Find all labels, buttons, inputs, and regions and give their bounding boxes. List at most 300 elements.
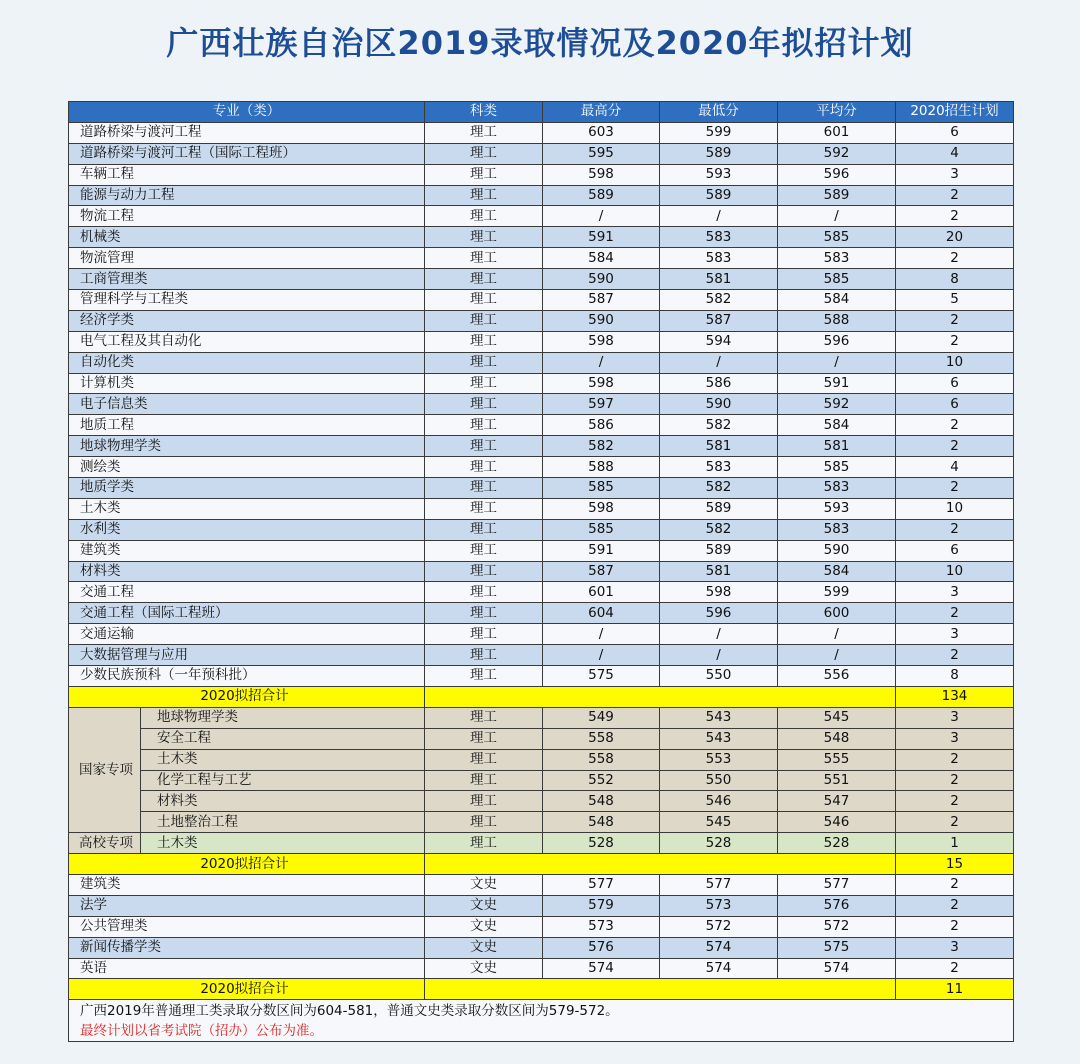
cell-major: 道路桥梁与渡河工程（国际工程班） (69, 143, 425, 164)
cell-avg-score: 528 (778, 833, 896, 854)
cell-category: 理工 (425, 436, 543, 457)
cell-avg-score: 555 (778, 749, 896, 770)
cell-major: 交通工程 (69, 582, 425, 603)
table-row (69, 728, 1014, 749)
table-row (69, 895, 1014, 916)
cell-category: 理工 (425, 770, 543, 791)
cell-max-score: 604 (543, 603, 660, 624)
cell-avg-score: 601 (778, 122, 896, 143)
cell-category: 文史 (425, 916, 543, 937)
cell-category: 理工 (425, 373, 543, 394)
cell-max-score: / (543, 624, 660, 645)
cell-min-score: 590 (660, 394, 778, 415)
table-row (69, 707, 1014, 728)
sum-spacer (425, 686, 896, 707)
cell-avg-score: 583 (778, 519, 896, 540)
cell-max-score: 591 (543, 227, 660, 248)
sum-value: 11 (896, 979, 1014, 1000)
cell-major: 自动化类 (69, 352, 425, 373)
cell-plan: 2 (896, 812, 1014, 833)
cell-category: 理工 (425, 227, 543, 248)
cell-category: 理工 (425, 394, 543, 415)
cell-category: 理工 (425, 122, 543, 143)
cell-plan: 2 (896, 770, 1014, 791)
cell-min-score: 577 (660, 874, 778, 895)
cell-max-score: 574 (543, 958, 660, 979)
note-score-range: 广西2019年普通理工类录取分数区间为604-581，普通文史类录取分数区间为579-572。 (80, 1002, 619, 1019)
cell-max-score: 582 (543, 436, 660, 457)
cell-min-score: 550 (660, 666, 778, 687)
page-title: 广西壮族自治区2019录取情况及2020年拟招计划 (166, 24, 914, 62)
cell-min-score: 596 (660, 603, 778, 624)
sum-label: 2020拟招合计 (69, 854, 425, 875)
table-row (69, 666, 1014, 687)
cell-category: 文史 (425, 874, 543, 895)
cell-category: 理工 (425, 519, 543, 540)
cell-plan: 2 (896, 603, 1014, 624)
cell-max-score: 587 (543, 290, 660, 311)
table-row (69, 457, 1014, 478)
cell-avg-score: 584 (778, 561, 896, 582)
cell-category: 理工 (425, 143, 543, 164)
cell-min-score: 543 (660, 728, 778, 749)
cell-plan: 3 (896, 582, 1014, 603)
sum-value: 15 (896, 854, 1014, 875)
cell-category: 理工 (425, 415, 543, 436)
table-row (69, 791, 1014, 812)
cell-avg-score: 585 (778, 227, 896, 248)
cell-max-score: 598 (543, 373, 660, 394)
table-row (69, 394, 1014, 415)
note-row (69, 1000, 1014, 1042)
cell-major: 化学工程与工艺 (141, 770, 425, 791)
cell-max-score: 590 (543, 310, 660, 331)
cell-avg-score: 591 (778, 373, 896, 394)
cell-min-score: 574 (660, 937, 778, 958)
cell-plan: 4 (896, 143, 1014, 164)
sum-spacer (425, 854, 896, 875)
cell-category: 理工 (425, 206, 543, 227)
cell-max-score: 585 (543, 519, 660, 540)
cell-avg-score: 596 (778, 164, 896, 185)
cell-min-score: / (660, 624, 778, 645)
table-row (69, 290, 1014, 311)
cell-min-score: 574 (660, 958, 778, 979)
table-row (69, 269, 1014, 290)
table-row (69, 227, 1014, 248)
cell-plan: 10 (896, 352, 1014, 373)
cell-max-score: 575 (543, 666, 660, 687)
table-row (69, 561, 1014, 582)
cell-min-score: 581 (660, 436, 778, 457)
cell-plan: 2 (896, 895, 1014, 916)
cell-max-score: 579 (543, 895, 660, 916)
table-row (69, 624, 1014, 645)
cell-avg-score: 585 (778, 457, 896, 478)
cell-min-score: 589 (660, 143, 778, 164)
sum-value: 134 (896, 686, 1014, 707)
cell-category: 理工 (425, 498, 543, 519)
cell-max-score: 598 (543, 498, 660, 519)
header-min-score: 最低分 (660, 102, 778, 123)
cell-plan: 2 (896, 645, 1014, 666)
cell-min-score: / (660, 352, 778, 373)
table-row (69, 603, 1014, 624)
cell-major: 土地整治工程 (141, 812, 425, 833)
cell-avg-score: / (778, 352, 896, 373)
cell-plan: 2 (896, 248, 1014, 269)
cell-max-score: 528 (543, 833, 660, 854)
cell-avg-score: 599 (778, 582, 896, 603)
cell-min-score: 586 (660, 373, 778, 394)
cell-major: 建筑类 (69, 540, 425, 561)
group-label-national: 国家专项 (69, 707, 141, 832)
cell-plan: 2 (896, 310, 1014, 331)
cell-plan: 2 (896, 749, 1014, 770)
cell-avg-score: 584 (778, 290, 896, 311)
table-row (69, 958, 1014, 979)
cell-major: 地质工程 (69, 415, 425, 436)
cell-max-score: 587 (543, 561, 660, 582)
cell-plan: 6 (896, 394, 1014, 415)
cell-major: 电子信息类 (69, 394, 425, 415)
cell-major: 交通工程（国际工程班） (69, 603, 425, 624)
cell-plan: 8 (896, 269, 1014, 290)
cell-max-score: / (543, 645, 660, 666)
cell-avg-score: 593 (778, 498, 896, 519)
sum-spacer (425, 979, 896, 1000)
cell-min-score: 599 (660, 122, 778, 143)
cell-max-score: 589 (543, 185, 660, 206)
cell-min-score: 587 (660, 310, 778, 331)
cell-plan: 2 (896, 436, 1014, 457)
note-disclaimer: 最终计划以省考试院（招办）公布为准。 (80, 1022, 323, 1039)
cell-min-score: 582 (660, 478, 778, 499)
cell-category: 理工 (425, 185, 543, 206)
cell-plan: 3 (896, 707, 1014, 728)
cell-plan: 2 (896, 791, 1014, 812)
cell-min-score: / (660, 206, 778, 227)
cell-category: 理工 (425, 478, 543, 499)
cell-plan: 3 (896, 164, 1014, 185)
table-row (69, 436, 1014, 457)
cell-min-score: 581 (660, 269, 778, 290)
cell-major: 建筑类 (69, 874, 425, 895)
cell-major: 测绘类 (69, 457, 425, 478)
cell-major: 车辆工程 (69, 164, 425, 185)
cell-category: 理工 (425, 812, 543, 833)
cell-avg-score: 592 (778, 394, 896, 415)
cell-major: 机械类 (69, 227, 425, 248)
table-row (69, 937, 1014, 958)
cell-category: 理工 (425, 645, 543, 666)
cell-avg-score: 545 (778, 707, 896, 728)
table-row (69, 833, 1014, 854)
cell-major: 管理科学与工程类 (69, 290, 425, 311)
cell-avg-score: 574 (778, 958, 896, 979)
cell-max-score: 591 (543, 540, 660, 561)
cell-min-score: 598 (660, 582, 778, 603)
cell-max-score: 552 (543, 770, 660, 791)
cell-plan: 2 (896, 519, 1014, 540)
cell-min-score: 589 (660, 540, 778, 561)
cell-major: 地球物理学类 (69, 436, 425, 457)
cell-avg-score: 583 (778, 478, 896, 499)
cell-avg-score: 585 (778, 269, 896, 290)
cell-min-score: 582 (660, 415, 778, 436)
table-header-row (69, 102, 1014, 123)
cell-avg-score: 584 (778, 415, 896, 436)
cell-min-score: 553 (660, 749, 778, 770)
cell-min-score: 573 (660, 895, 778, 916)
cell-major: 工商管理类 (69, 269, 425, 290)
cell-max-score: 577 (543, 874, 660, 895)
cell-major: 地球物理学类 (141, 707, 425, 728)
table-row (69, 645, 1014, 666)
table-row (69, 812, 1014, 833)
cell-max-score: 588 (543, 457, 660, 478)
cell-plan: 4 (896, 457, 1014, 478)
table-row (69, 122, 1014, 143)
cell-major: 计算机类 (69, 373, 425, 394)
cell-plan: 8 (896, 666, 1014, 687)
cell-avg-score: 572 (778, 916, 896, 937)
sum-row (69, 854, 1014, 875)
cell-max-score: 558 (543, 728, 660, 749)
cell-max-score: 584 (543, 248, 660, 269)
cell-category: 理工 (425, 833, 543, 854)
cell-min-score: 589 (660, 185, 778, 206)
cell-avg-score: 556 (778, 666, 896, 687)
cell-plan: 6 (896, 540, 1014, 561)
cell-plan: 2 (896, 874, 1014, 895)
cell-major: 土木类 (141, 833, 425, 854)
cell-category: 理工 (425, 666, 543, 687)
cell-major: 物流管理 (69, 248, 425, 269)
cell-max-score: 573 (543, 916, 660, 937)
header-major: 专业（类） (69, 102, 425, 123)
cell-max-score: 603 (543, 122, 660, 143)
cell-major: 材料类 (69, 561, 425, 582)
cell-min-score: 545 (660, 812, 778, 833)
cell-major: 水利类 (69, 519, 425, 540)
sum-row (69, 979, 1014, 1000)
cell-category: 理工 (425, 331, 543, 352)
cell-plan: 3 (896, 728, 1014, 749)
cell-category: 理工 (425, 352, 543, 373)
cell-max-score: 598 (543, 331, 660, 352)
cell-min-score: 583 (660, 227, 778, 248)
cell-major: 能源与动力工程 (69, 185, 425, 206)
cell-max-score: 597 (543, 394, 660, 415)
cell-major: 公共管理类 (69, 916, 425, 937)
sum-label: 2020拟招合计 (69, 686, 425, 707)
cell-plan: 2 (896, 478, 1014, 499)
cell-max-score: 558 (543, 749, 660, 770)
cell-category: 理工 (425, 603, 543, 624)
cell-plan: 2 (896, 916, 1014, 937)
cell-min-score: 582 (660, 290, 778, 311)
cell-avg-score: 575 (778, 937, 896, 958)
cell-category: 理工 (425, 540, 543, 561)
table-row (69, 248, 1014, 269)
cell-major: 法学 (69, 895, 425, 916)
cell-major: 地质学类 (69, 478, 425, 499)
cell-min-score: 581 (660, 561, 778, 582)
cell-category: 理工 (425, 310, 543, 331)
cell-plan: 10 (896, 561, 1014, 582)
cell-avg-score: 576 (778, 895, 896, 916)
cell-avg-score: 577 (778, 874, 896, 895)
cell-min-score: 546 (660, 791, 778, 812)
cell-plan: 6 (896, 373, 1014, 394)
cell-max-score: 585 (543, 478, 660, 499)
cell-category: 理工 (425, 457, 543, 478)
cell-max-score: 595 (543, 143, 660, 164)
cell-max-score: 586 (543, 415, 660, 436)
cell-plan: 20 (896, 227, 1014, 248)
table-row (69, 373, 1014, 394)
cell-avg-score: 589 (778, 185, 896, 206)
cell-min-score: 528 (660, 833, 778, 854)
cell-major: 道路桥梁与渡河工程 (69, 122, 425, 143)
cell-max-score: 576 (543, 937, 660, 958)
cell-avg-score: 583 (778, 248, 896, 269)
cell-min-score: 572 (660, 916, 778, 937)
cell-avg-score: 547 (778, 791, 896, 812)
cell-plan: 10 (896, 498, 1014, 519)
table-row (69, 770, 1014, 791)
cell-category: 理工 (425, 290, 543, 311)
cell-max-score: 548 (543, 791, 660, 812)
table-row (69, 478, 1014, 499)
header-avg-score: 平均分 (778, 102, 896, 123)
group-label-college: 高校专项 (69, 833, 141, 854)
cell-plan: 2 (896, 206, 1014, 227)
sum-row (69, 686, 1014, 707)
cell-major: 少数民族预科（一年预科批） (69, 666, 425, 687)
table-row (69, 206, 1014, 227)
cell-min-score: 583 (660, 457, 778, 478)
cell-min-score: 543 (660, 707, 778, 728)
cell-major: 大数据管理与应用 (69, 645, 425, 666)
cell-category: 文史 (425, 937, 543, 958)
cell-plan: 2 (896, 958, 1014, 979)
cell-max-score: 549 (543, 707, 660, 728)
cell-avg-score: 588 (778, 310, 896, 331)
cell-category: 理工 (425, 624, 543, 645)
table-row (69, 519, 1014, 540)
table-row (69, 874, 1014, 895)
cell-min-score: 589 (660, 498, 778, 519)
table-row (69, 749, 1014, 770)
cell-avg-score: / (778, 206, 896, 227)
table-row (69, 540, 1014, 561)
cell-min-score: 583 (660, 248, 778, 269)
note-cell (69, 1000, 1014, 1042)
table-row (69, 498, 1014, 519)
cell-avg-score: 581 (778, 436, 896, 457)
cell-category: 理工 (425, 269, 543, 290)
table-row (69, 415, 1014, 436)
header-max-score: 最高分 (543, 102, 660, 123)
header-plan-2020: 2020招生计划 (896, 102, 1014, 123)
cell-avg-score: 546 (778, 812, 896, 833)
cell-plan: 2 (896, 331, 1014, 352)
cell-category: 理工 (425, 707, 543, 728)
cell-major: 材料类 (141, 791, 425, 812)
cell-max-score: 590 (543, 269, 660, 290)
cell-plan: 1 (896, 833, 1014, 854)
cell-plan: 2 (896, 415, 1014, 436)
cell-category: 文史 (425, 895, 543, 916)
table-row (69, 352, 1014, 373)
table-row (69, 916, 1014, 937)
cell-major: 电气工程及其自动化 (69, 331, 425, 352)
cell-plan: 2 (896, 185, 1014, 206)
cell-category: 理工 (425, 728, 543, 749)
table-row (69, 582, 1014, 603)
cell-avg-score: 590 (778, 540, 896, 561)
cell-major: 英语 (69, 958, 425, 979)
cell-major: 安全工程 (141, 728, 425, 749)
cell-category: 理工 (425, 561, 543, 582)
table-row (69, 143, 1014, 164)
cell-major: 交通运输 (69, 624, 425, 645)
cell-avg-score: / (778, 645, 896, 666)
cell-avg-score: 548 (778, 728, 896, 749)
admission-table (68, 101, 1014, 1042)
cell-min-score: 582 (660, 519, 778, 540)
cell-category: 理工 (425, 791, 543, 812)
cell-category: 理工 (425, 248, 543, 269)
cell-plan: 5 (896, 290, 1014, 311)
cell-max-score: / (543, 352, 660, 373)
cell-max-score: 548 (543, 812, 660, 833)
cell-min-score: 594 (660, 331, 778, 352)
cell-max-score: 598 (543, 164, 660, 185)
cell-avg-score: / (778, 624, 896, 645)
cell-major: 土木类 (141, 749, 425, 770)
table-row (69, 310, 1014, 331)
cell-category: 文史 (425, 958, 543, 979)
cell-category: 理工 (425, 749, 543, 770)
cell-plan: 3 (896, 937, 1014, 958)
cell-max-score: / (543, 206, 660, 227)
cell-avg-score: 600 (778, 603, 896, 624)
cell-major: 物流工程 (69, 206, 425, 227)
cell-min-score: 593 (660, 164, 778, 185)
cell-min-score: 550 (660, 770, 778, 791)
cell-category: 理工 (425, 164, 543, 185)
cell-plan: 3 (896, 624, 1014, 645)
header-category: 科类 (425, 102, 543, 123)
cell-avg-score: 551 (778, 770, 896, 791)
cell-avg-score: 596 (778, 331, 896, 352)
sum-label: 2020拟招合计 (69, 979, 425, 1000)
table-row (69, 185, 1014, 206)
cell-category: 理工 (425, 582, 543, 603)
cell-plan: 6 (896, 122, 1014, 143)
table-row (69, 331, 1014, 352)
cell-major: 经济学类 (69, 310, 425, 331)
cell-avg-score: 592 (778, 143, 896, 164)
cell-min-score: / (660, 645, 778, 666)
cell-major: 土木类 (69, 498, 425, 519)
cell-max-score: 601 (543, 582, 660, 603)
table-row (69, 164, 1014, 185)
cell-major: 新闻传播学类 (69, 937, 425, 958)
